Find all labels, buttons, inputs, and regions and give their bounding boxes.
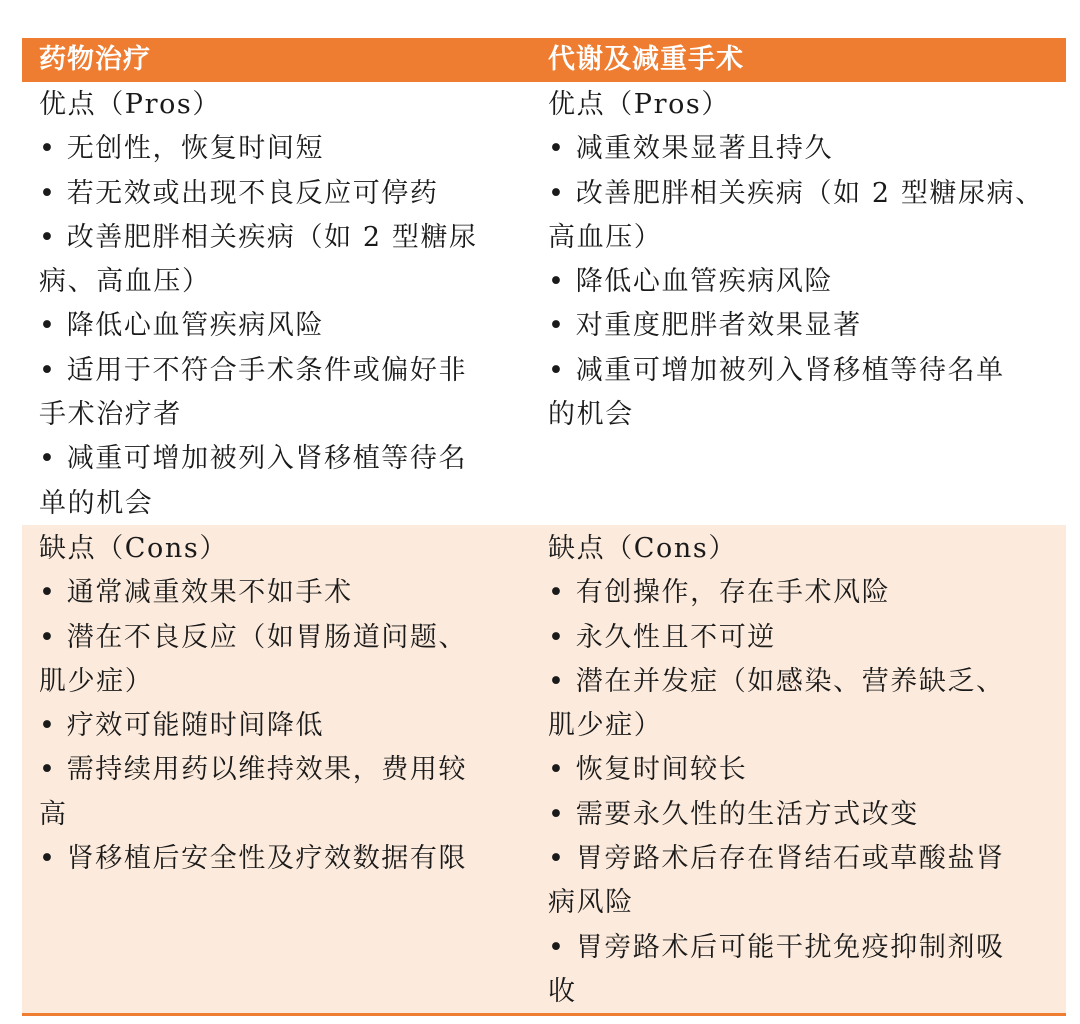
list-item: 单的机会 [39, 487, 154, 519]
list-item: • 无创性，恢复时间短 [39, 133, 325, 165]
list-item: • 降低心血管疾病风险 [548, 266, 834, 298]
list-item: • 需要永久性的生活方式改变 [548, 798, 919, 830]
list-item: 病、高血压） [39, 266, 211, 298]
list-item: • 疗效可能随时间降低 [39, 710, 325, 742]
table-header-row [22, 38, 1066, 82]
list-item: • 改善肥胖相关疾病（如 2 型糖尿 [39, 221, 478, 253]
drug-cons-cell [22, 525, 530, 1013]
list-item: • 潜在并发症（如感染、营养缺乏、 [548, 665, 1005, 697]
list-item: 肌少症） [39, 665, 154, 697]
list-item: • 有创操作，存在手术风险 [548, 577, 891, 609]
drug-pros-cell [22, 83, 530, 525]
surgery-pros-cell [530, 83, 1066, 525]
list-item: 收 [548, 975, 577, 1007]
list-item: • 降低心血管疾病风险 [39, 310, 325, 342]
list-item: 高血压） [548, 221, 663, 253]
list-item: • 恢复时间较长 [548, 754, 748, 786]
header-drug-therapy: 药物治疗 [39, 44, 151, 75]
list-item: • 永久性且不可逆 [548, 621, 776, 653]
surgery-cons-cell [530, 525, 1066, 1013]
comparison-table [22, 38, 1066, 1013]
drug-pros-title: 优点（Pros） [39, 89, 221, 120]
list-item: 高 [39, 798, 68, 830]
list-item: • 减重可增加被列入肾移植等待名 [39, 443, 468, 475]
table-bottom-border [22, 1013, 1066, 1016]
list-item: • 减重效果显著且持久 [548, 133, 834, 165]
header-bariatric-surgery: 代谢及减重手术 [548, 44, 744, 75]
list-item: • 改善肥胖相关疾病（如 2 型糖尿病、 [548, 177, 1044, 209]
list-item: • 需持续用药以维持效果，费用较 [39, 754, 468, 786]
list-item: • 胃旁路术后可能干扰免疫抑制剂吸 [548, 931, 1005, 963]
list-item: 病风险 [548, 887, 634, 919]
surgery-cons-title: 缺点（Cons） [548, 533, 737, 564]
list-item: 手术治疗者 [39, 399, 182, 431]
list-item: • 潜在不良反应（如胃肠道问题、 [39, 621, 468, 653]
surgery-pros-title: 优点（Pros） [548, 89, 730, 120]
list-item: • 肾移植后安全性及疗效数据有限 [39, 843, 468, 875]
list-item: • 减重可增加被列入肾移植等待名单 [548, 354, 1005, 386]
list-item: • 对重度肥胖者效果显著 [548, 310, 862, 342]
cons-row [22, 525, 1066, 1013]
list-item: • 若无效或出现不良反应可停药 [39, 177, 439, 209]
list-item: 肌少症） [548, 710, 663, 742]
pros-row [22, 82, 1066, 525]
list-item: • 适用于不符合手术条件或偏好非 [39, 354, 468, 386]
list-item: • 胃旁路术后存在肾结石或草酸盐肾 [548, 843, 1005, 875]
drug-cons-title: 缺点（Cons） [39, 533, 228, 564]
list-item: • 通常减重效果不如手术 [39, 577, 353, 609]
list-item: 的机会 [548, 399, 634, 431]
